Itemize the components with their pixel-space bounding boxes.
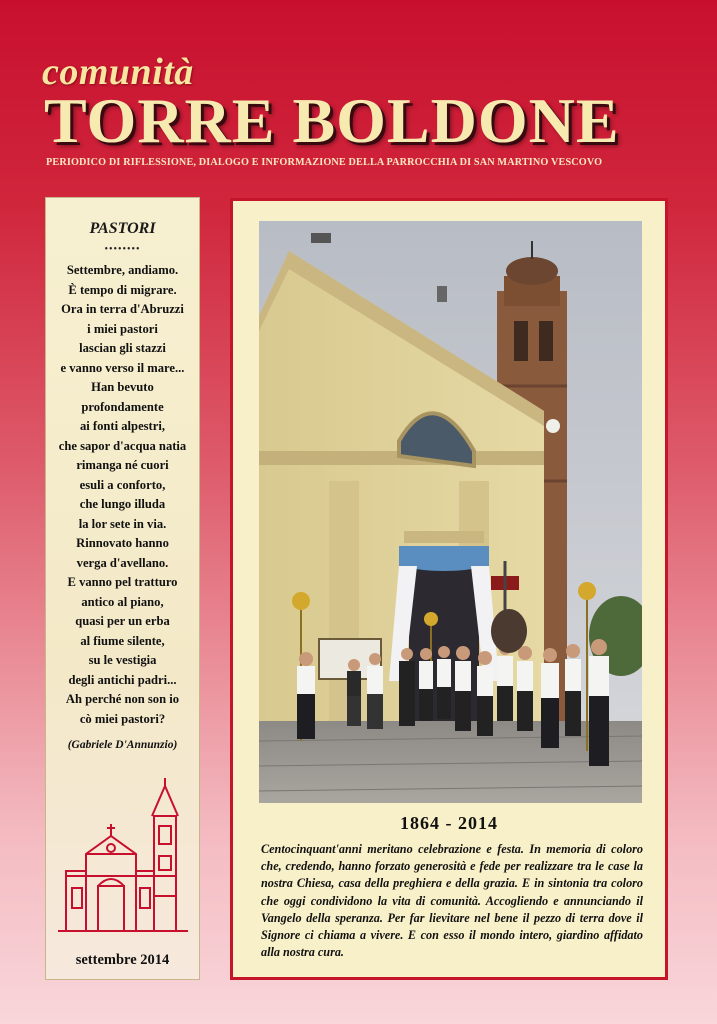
poem-line: antico al piano,: [81, 594, 164, 609]
poem-separator: ••••••••: [104, 244, 141, 255]
poem-line: degli antichi padri...: [68, 672, 177, 687]
poem-line: È tempo di migrare.: [68, 282, 177, 297]
poem-panel: [45, 197, 200, 980]
poem-line: i miei pastori: [87, 321, 158, 336]
poem-line: e vanno verso il mare...: [60, 360, 185, 375]
poem-line: Rinnovato hanno: [76, 536, 169, 550]
poem-title: PASTORI: [89, 220, 156, 237]
poem-line: lascian gli stazzi: [79, 341, 166, 355]
poem-line: profondamente: [81, 399, 164, 414]
church-drawing: [56, 776, 191, 936]
feature-frame: [230, 198, 668, 980]
feature-text: Centocinquant'anni meritano celebrazione e festa. In memoria di coloro che, credendo, hanno forzato generosità e fede per realizzare tra le case la nostra Chiesa, casa della preghiera e della grazia. E in sintonia tra coloro che oggi condividono la vita di comunità. Accogliendo e annunciando il Vangelo della speranza. Per far lievitare nel bene il pezzo di terra dove il Signore ci chiama a vivere. E con esso il mondo intero, giardino affidato alla nostra cura.: [261, 842, 643, 960]
poem-line: cò miei pastori?: [79, 711, 166, 726]
anniversary-years: 1864 - 2014: [400, 813, 498, 833]
poem-line: Ora in terra d'Abruzzi: [61, 302, 184, 316]
poem-line: al fiume silente,: [80, 633, 165, 648]
poem-line: che lungo illuda: [79, 497, 166, 511]
poem-line: esuli a conforto,: [79, 477, 166, 492]
church-procession-photo: [259, 221, 642, 803]
issue-date: settembre 2014: [75, 952, 170, 968]
masthead-comunita: comunità: [42, 51, 194, 93]
poem-line: che sapor d'acqua natia: [58, 438, 187, 453]
poem-line: la lor sete in via.: [78, 516, 167, 531]
poem-line: quasi per un erba: [75, 614, 170, 628]
poem-line: E vanno pel tratturo: [67, 575, 178, 589]
poem-line: ai fonti alpestri,: [79, 419, 165, 433]
masthead-subtitle: PERIODICO DI RIFLESSIONE, DIALOGO E INFORMAZIONE DELLA PARROCCHIA DI SAN MARTINO VESCOVO: [46, 157, 603, 168]
poem-line: su le vestigia: [88, 653, 157, 667]
poem-line: Settembre, andiamo.: [66, 263, 179, 277]
poem-line: verga d'avellano.: [76, 555, 169, 570]
masthead-title: TORRE BOLDONE: [44, 85, 620, 156]
poem-author: (Gabriele D'Annunzio): [67, 739, 178, 751]
poem-line: rimanga né cuori: [76, 458, 169, 472]
poem-line: Ah perché non son io: [65, 692, 180, 706]
poem-line: Han bevuto: [91, 380, 154, 394]
poem-lines: [46, 261, 199, 729]
